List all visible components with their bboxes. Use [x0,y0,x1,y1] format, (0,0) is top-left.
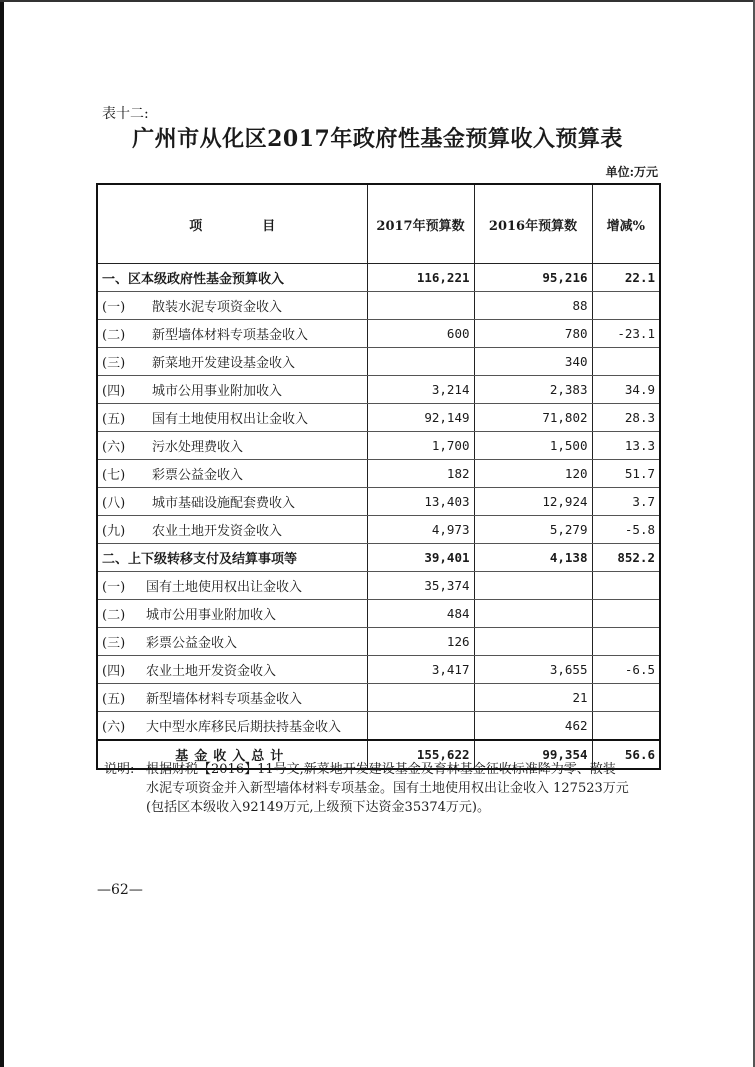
row-index: (一) [102,580,126,595]
value-2017: 484 [367,600,474,628]
row-index: (三) [102,636,126,651]
value-2016: 95,216 [474,264,592,292]
row-label: 农业土地开发资金收入 [152,524,283,539]
value-2016: 4,138 [474,544,592,572]
table-row [97,432,660,460]
row-index: (七) [102,468,126,483]
header-item-b: 目 [262,218,276,234]
footnote-label: 说明: [104,762,135,777]
row-label: 彩票公益金收入 [146,636,238,651]
value-change: 13.3 [592,432,660,460]
value-2016: 71,802 [474,404,592,432]
value-change [592,712,660,741]
value-2017: 4,973 [367,516,474,544]
row-name [97,460,367,488]
scan-border-top [0,0,755,2]
row-index: (五) [102,412,126,427]
row-name [97,544,367,572]
value-2016: 5,279 [474,516,592,544]
value-2016 [474,628,592,656]
value-2016: 340 [474,348,592,376]
value-2016 [474,572,592,600]
row-index: (四) [102,384,126,399]
row-label: 二、上下级转移支付及结算事项等 [102,552,298,567]
value-2016: 2,383 [474,376,592,404]
row-name [97,516,367,544]
page-title: 广州市从化区2017年政府性基金预算收入预算表 [132,126,623,152]
row-name [97,488,367,516]
value-2017: 39,401 [367,544,474,572]
value-2016: 3,655 [474,656,592,684]
row-index: (九) [102,524,126,539]
header-2017: 2017年预算数 [367,184,474,264]
value-change [592,684,660,712]
row-name [97,656,367,684]
table-label: 表十二: [102,106,149,122]
value-change: -5.8 [592,516,660,544]
row-name [97,264,367,292]
header-item-a: 项 [189,218,203,234]
row-index: (四) [102,664,126,679]
value-2017: 1,700 [367,432,474,460]
table-row [97,376,660,404]
section-row [97,544,660,572]
value-2017: 116,221 [367,264,474,292]
value-2016: 12,924 [474,488,592,516]
value-change: -23.1 [592,320,660,348]
row-label: 新型墙体材料专项基金收入 [146,692,303,707]
page-number: —62— [97,882,143,898]
row-name [97,628,367,656]
row-name [97,348,367,376]
row-label: 大中型水库移民后期扶持基金收入 [146,720,342,735]
row-index: (八) [102,496,126,511]
row-label: 农业土地开发资金收入 [146,664,277,679]
row-label: 新型墙体材料专项基金收入 [152,328,309,343]
value-change [592,292,660,320]
table-row [97,404,660,432]
value-2017 [367,348,474,376]
value-2017: 13,403 [367,488,474,516]
row-name [97,600,367,628]
value-2016: 21 [474,684,592,712]
footnote-line-2: 水泥专项资金并入新型墙体材料专项基金。国有土地使用权出让金收入 127523万元 [146,781,629,796]
value-2017 [367,684,474,712]
value-2017: 600 [367,320,474,348]
row-name [97,432,367,460]
row-name [97,572,367,600]
row-label: 城市基础设施配套费收入 [152,496,296,511]
table-row [97,320,660,348]
table-row [97,516,660,544]
total-2017: 155,622 [367,740,474,769]
value-2016: 1,500 [474,432,592,460]
table-row [97,656,660,684]
value-change: 51.7 [592,460,660,488]
value-change [592,572,660,600]
row-index: (五) [102,692,126,707]
row-label: 新菜地开发建设基金收入 [152,356,296,371]
row-label: 国有土地使用权出让金收入 [152,412,309,427]
row-name [97,292,367,320]
row-label: 城市公用事业附加收入 [152,384,283,399]
row-name [97,712,367,741]
header-item [97,184,367,264]
row-index: (二) [102,328,126,343]
value-change [592,600,660,628]
value-change [592,348,660,376]
value-2016: 462 [474,712,592,741]
table-row [97,600,660,628]
table-row [97,488,660,516]
value-2016: 780 [474,320,592,348]
total-change: 56.6 [592,740,660,769]
value-change [592,628,660,656]
table-row [97,460,660,488]
total-label: 基金收入总计 [97,740,367,769]
row-index: (二) [102,608,126,623]
budget-table [96,183,661,770]
header-change: 增减% [592,184,660,264]
value-2016 [474,600,592,628]
footnote-line-3: (包括区本级收入92149万元,上级预下达资金35374万元)。 [146,800,490,815]
row-label: 一、区本级政府性基金预算收入 [102,272,285,287]
table-row [97,628,660,656]
table-row [97,292,660,320]
table-row [97,348,660,376]
value-2017: 3,214 [367,376,474,404]
row-index: (三) [102,356,126,371]
row-name [97,320,367,348]
value-change: 22.1 [592,264,660,292]
row-label: 污水处理费收入 [152,440,244,455]
table-row [97,684,660,712]
total-2016: 99,354 [474,740,592,769]
row-name [97,376,367,404]
value-2017: 35,374 [367,572,474,600]
value-2017: 92,149 [367,404,474,432]
row-label: 彩票公益金收入 [152,468,244,483]
row-name [97,404,367,432]
value-change: 852.2 [592,544,660,572]
row-index: (六) [102,720,126,735]
value-2017: 126 [367,628,474,656]
value-change: -6.5 [592,656,660,684]
value-2016: 88 [474,292,592,320]
unit-label: 单位:万元 [605,165,658,179]
value-change: 28.3 [592,404,660,432]
row-name [97,684,367,712]
row-index: (一) [102,300,126,315]
table-header-row [97,184,660,264]
row-label: 国有土地使用权出让金收入 [146,580,303,595]
section-row [97,264,660,292]
scan-border-left [0,0,4,1067]
header-2016: 2016年预算数 [474,184,592,264]
value-2017 [367,712,474,741]
value-change: 3.7 [592,488,660,516]
value-2017: 182 [367,460,474,488]
table-row [97,712,660,741]
row-label: 散装水泥专项资金收入 [152,300,283,315]
value-2017: 3,417 [367,656,474,684]
footnote-line-1: 根据财税【2016】11号文,新菜地开发建设基金及育林基金征收标准降为零、散装 [146,762,616,777]
table-body [97,264,660,741]
table-row [97,572,660,600]
value-change: 34.9 [592,376,660,404]
value-2016: 120 [474,460,592,488]
value-2017 [367,292,474,320]
row-label: 城市公用事业附加收入 [146,608,277,623]
row-index: (六) [102,440,126,455]
